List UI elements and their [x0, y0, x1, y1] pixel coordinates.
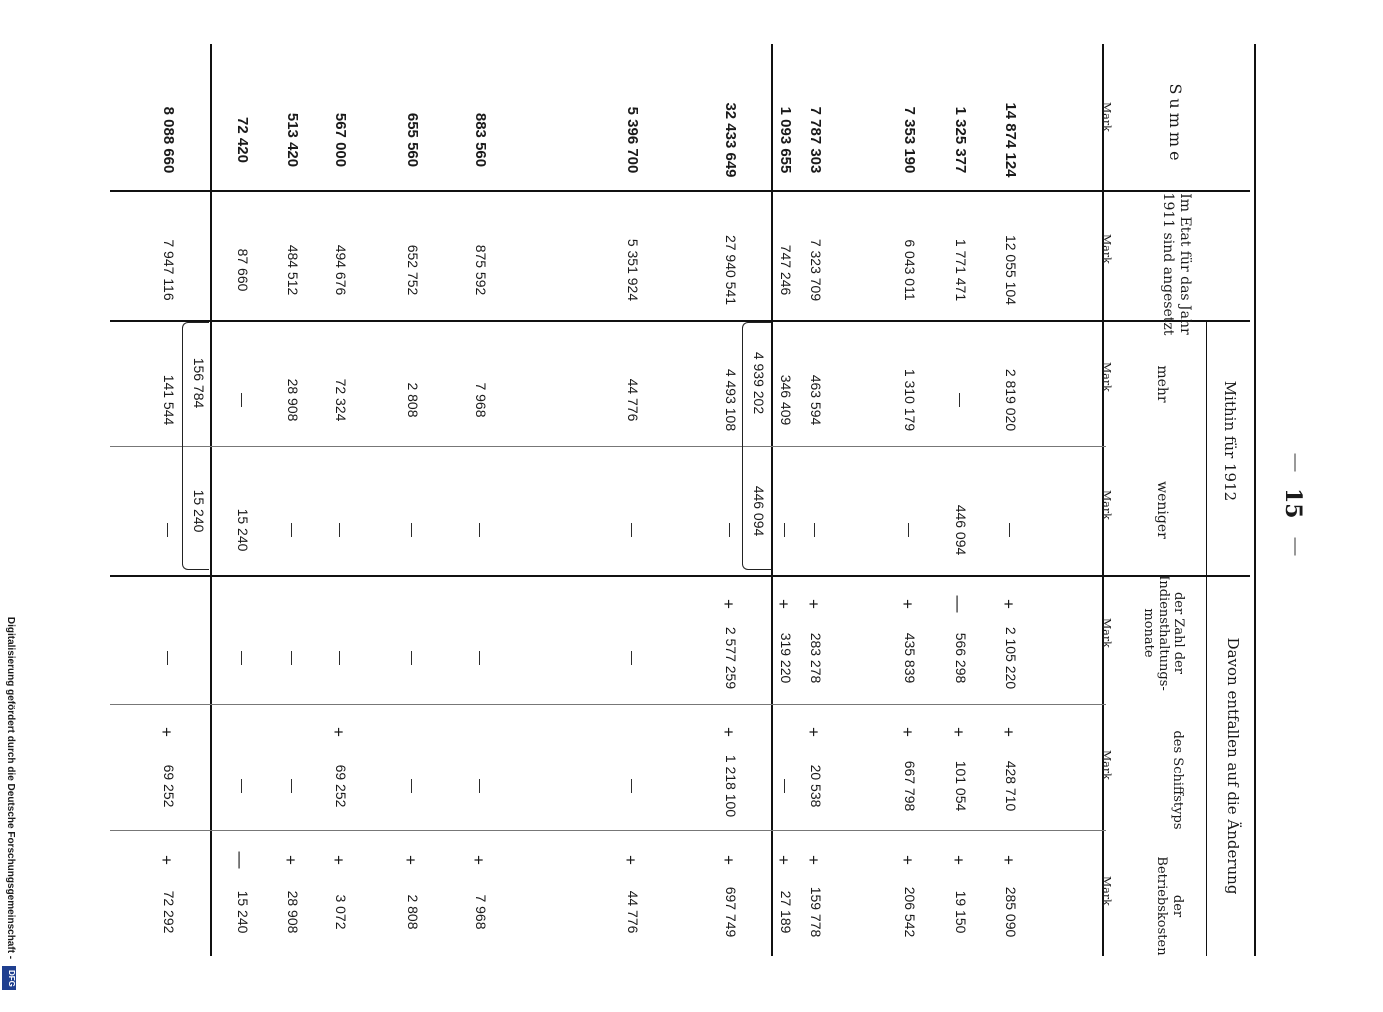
dfg-logo: DFG [2, 966, 16, 990]
sign-zahl: + [804, 599, 823, 609]
cell-etat: 7 323 709 [808, 238, 824, 302]
sign-schiff: + [804, 727, 823, 737]
cell-schiff: 69 252 [333, 764, 349, 808]
subtotal-group1-weniger: 446 094 [751, 485, 767, 537]
cell-weniger: — [405, 523, 421, 537]
cell-betrieb: 697 749 [723, 886, 739, 938]
cell-summe: 32 433 649 [722, 102, 739, 178]
sign-zahl [280, 594, 300, 614]
sign-schiff: + [719, 727, 738, 737]
cell-weniger: — [161, 523, 177, 537]
cell-etat: 747 246 [778, 244, 794, 296]
cell-zahl: 435 839 [902, 632, 918, 684]
cell-zahl: 283 278 [808, 632, 824, 684]
cell-summe: 883 560 [472, 112, 489, 168]
cell-schiff: — [473, 779, 489, 793]
cell-betrieb: 72 292 [161, 890, 177, 934]
cell-weniger: — [333, 523, 349, 537]
cell-schiff: — [285, 779, 301, 793]
cell-mehr: — [235, 393, 251, 407]
sign-schiff: + [898, 727, 917, 737]
cell-weniger: — [1003, 523, 1019, 537]
sign-zahl: + [898, 599, 917, 609]
cell-weniger: — [625, 523, 641, 537]
cell-schiff: — [778, 779, 794, 793]
sign-betrieb: + [949, 855, 968, 865]
cell-zahl: — [333, 651, 349, 665]
sign-schiff: + [949, 727, 968, 737]
cell-betrieb: 28 908 [285, 890, 301, 934]
cell-zahl: — [235, 651, 251, 665]
sign-betrieb: + [329, 855, 348, 865]
cell-betrieb: 206 542 [902, 886, 918, 938]
cell-weniger: 446 094 [953, 504, 969, 556]
cell-zahl: 319 220 [778, 632, 794, 684]
cell-weniger: — [902, 523, 918, 537]
cell-mehr: 7 968 [473, 382, 489, 418]
cell-mehr: — [953, 393, 969, 407]
cell-schiff: 428 710 [1003, 760, 1019, 812]
header-mithin: Mithin für 1912 [1221, 380, 1239, 502]
cell-mehr: 4 493 108 [723, 368, 739, 432]
sign-schiff: + [999, 727, 1018, 737]
cell-mehr: 2 808 [405, 382, 421, 418]
sign-betrieb: + [621, 855, 640, 865]
cell-summe: 7 353 190 [901, 106, 918, 174]
cell-etat: 652 752 [405, 244, 421, 296]
cell-mehr: 72 324 [333, 378, 349, 422]
header-betrieb: der Betriebskosten [1154, 856, 1185, 956]
cell-betrieb: 44 776 [625, 890, 641, 934]
cell-mehr: 44 776 [625, 378, 641, 422]
sign-zahl [400, 594, 420, 614]
cell-schiff: 101 054 [953, 760, 969, 812]
subtotal-group1-mehr: 4 939 202 [751, 351, 767, 415]
sign-betrieb: + [157, 855, 176, 865]
cell-summe: 5 396 700 [624, 106, 641, 174]
sign-schiff [230, 722, 250, 742]
cell-summe: 14 874 124 [1002, 102, 1019, 178]
cell-zahl: — [405, 651, 421, 665]
sign-zahl: + [999, 599, 1018, 609]
cell-summe: 567 000 [332, 112, 349, 168]
cell-zahl: 566 298 [953, 632, 969, 684]
cell-etat: 1 771 471 [953, 238, 969, 302]
cell-etat: 12 055 104 [1003, 234, 1019, 306]
cell-weniger: 15 240 [235, 508, 251, 552]
cell-etat: 494 676 [333, 244, 349, 296]
sign-zahl: — [949, 595, 968, 613]
sign-zahl [156, 594, 176, 614]
unit-summe: Mark [1100, 102, 1113, 132]
mithin-subheader-rule [1206, 320, 1207, 576]
cell-betrieb: 27 189 [778, 890, 794, 934]
cell-zahl: — [285, 651, 301, 665]
cell-schiff: 20 538 [808, 764, 824, 808]
cell-weniger: — [778, 523, 794, 537]
cell-weniger: — [808, 523, 824, 537]
unit-schiffstyp: Mark [1100, 750, 1113, 780]
subtotal-group2-mehr: 156 784 [191, 357, 207, 409]
header-zahl: der Zahl der Indiensthaltungs-monate [1141, 575, 1186, 691]
cell-schiff: — [405, 779, 421, 793]
sign-zahl [468, 594, 488, 614]
cell-summe: 8 088 660 [160, 106, 177, 174]
cell-betrieb: 7 968 [473, 894, 489, 930]
subtotal-group2-weniger: 15 240 [191, 489, 207, 533]
sign-schiff: + [329, 727, 348, 737]
cell-weniger: — [285, 523, 301, 537]
cell-zahl: — [473, 651, 489, 665]
group-rule-2 [210, 44, 212, 956]
cell-etat: 7 947 116 [161, 239, 177, 301]
unit-betrieb: Mark [1100, 876, 1113, 906]
cell-summe: 1 325 377 [952, 106, 969, 174]
cell-zahl: 2 577 259 [723, 626, 739, 690]
unit-weniger: Mark [1100, 490, 1113, 520]
cell-summe: 655 560 [404, 112, 421, 168]
sign-schiff [400, 722, 420, 742]
cell-betrieb: 285 090 [1003, 886, 1019, 938]
cell-etat: 87 660 [235, 248, 251, 292]
davon-subheader-rule [1206, 576, 1207, 956]
page-number: 15 [1280, 488, 1306, 519]
page-number-dash-bottom [1295, 538, 1296, 556]
cell-weniger: — [473, 523, 489, 537]
cell-etat: 875 592 [473, 244, 489, 296]
sign-zahl [620, 594, 640, 614]
cell-betrieb: 2 808 [405, 894, 421, 930]
sign-betrieb: + [401, 855, 420, 865]
sign-betrieb: + [898, 855, 917, 865]
cell-summe: 72 420 [234, 117, 251, 163]
sign-schiff [280, 722, 300, 742]
footer-credit: Digitalisierung gefördert durch die Deutsche Forschungsgemeinschaft - [5, 616, 16, 960]
header-schiffstyp: des Schiffstyps [1170, 730, 1185, 830]
cell-schiff: 69 252 [161, 764, 177, 808]
cell-betrieb: 15 240 [235, 890, 251, 934]
cell-zahl: 2 105 220 [1003, 626, 1019, 690]
sign-zahl: + [719, 599, 738, 609]
sign-schiff: + [157, 727, 176, 737]
cell-etat: 27 940 541 [723, 234, 739, 306]
cell-betrieb: 159 778 [808, 886, 824, 938]
cell-mehr: 141 544 [161, 374, 177, 426]
cell-etat: 484 512 [285, 244, 301, 296]
header-davon: Davon entfallen auf die Änderung [1224, 637, 1242, 895]
sign-betrieb: — [231, 851, 250, 869]
cell-etat: 5 351 924 [625, 238, 641, 302]
cell-schiff: — [625, 779, 641, 793]
header-mehr: mehr [1154, 365, 1170, 403]
table-top-rule [1254, 44, 1256, 956]
sign-schiff [620, 722, 640, 742]
header-summe: Summe [1166, 83, 1185, 165]
cell-mehr: 2 819 020 [1003, 368, 1019, 432]
cell-summe: 7 787 303 [807, 106, 824, 174]
unit-etat: Mark [1100, 234, 1113, 264]
unit-zahl: Mark [1100, 618, 1113, 648]
header-etat: Im Etat für das Jahr 1911 sind angesetzt [1160, 192, 1193, 336]
cell-zahl: — [625, 651, 641, 665]
header-weniger: weniger [1154, 481, 1170, 539]
sign-betrieb: + [719, 855, 738, 865]
cell-mehr: 1 310 179 [902, 368, 918, 432]
cell-mehr: 346 409 [778, 374, 794, 426]
cell-summe: 1 093 655 [777, 106, 794, 174]
sign-schiff [773, 722, 793, 742]
cell-schiff: 1 218 100 [723, 754, 739, 818]
sign-betrieb: + [999, 855, 1018, 865]
page-number-dash-top [1295, 454, 1296, 472]
cell-etat: 6 043 011 [902, 239, 918, 301]
cell-summe: 513 420 [284, 112, 301, 168]
cell-schiff: — [235, 779, 251, 793]
unit-mehr: Mark [1100, 362, 1113, 392]
cell-betrieb: 3 072 [333, 894, 349, 930]
sign-betrieb: + [774, 855, 793, 865]
cell-zahl: — [161, 651, 177, 665]
cell-mehr: 28 908 [285, 378, 301, 422]
cell-betrieb: 19 150 [953, 890, 969, 934]
sign-zahl [328, 594, 348, 614]
sign-betrieb: + [469, 855, 488, 865]
sign-zahl: + [774, 599, 793, 609]
cell-mehr: 463 594 [808, 374, 824, 426]
sign-zahl [230, 594, 250, 614]
sign-betrieb: + [804, 855, 823, 865]
cell-schiff: 667 798 [902, 760, 918, 812]
sign-betrieb: + [281, 855, 300, 865]
cell-weniger: — [723, 523, 739, 537]
sign-schiff [468, 722, 488, 742]
